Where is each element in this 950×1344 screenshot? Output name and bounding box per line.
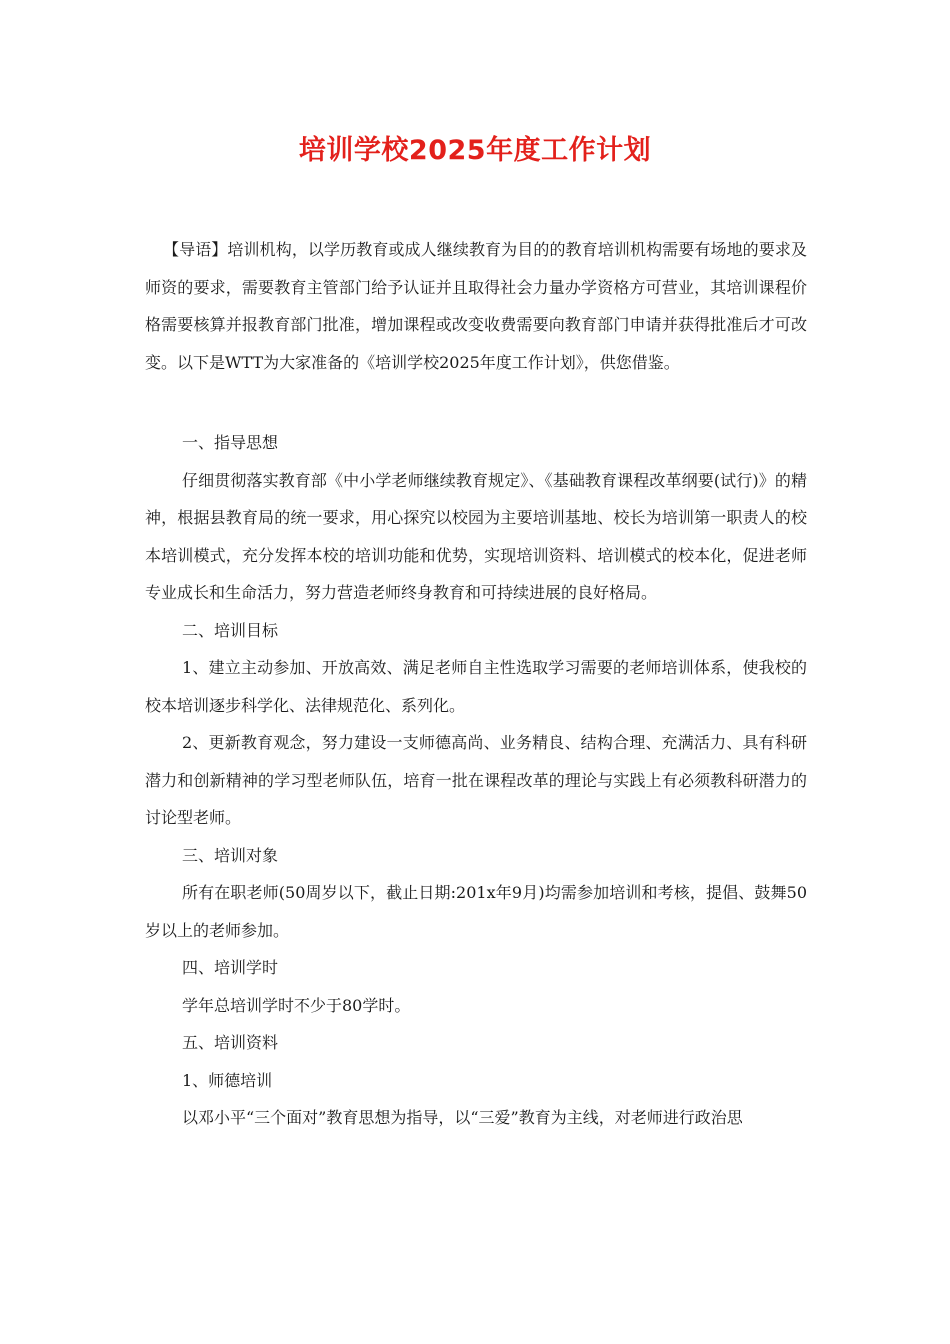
body-paragraph: 2、更新教育观念，努力建设一支师德高尚、业务精良、结构合理、充满活力、具有科研潜力和创新精神的学习型老师队伍，培育一批在课程改革的理论与实践上有必须教科研潜力的讨论型老师。 xyxy=(145,733,807,827)
body-paragraph: 所有在职老师(50周岁以下，截止日期:201x年9月)均需参加培训和考核，提倡、鼓舞50岁以上的老师参加。 xyxy=(145,883,807,940)
intro-label: 【导语】 xyxy=(163,240,228,259)
intro-paragraph xyxy=(145,231,807,381)
document-body xyxy=(145,231,807,1137)
body-paragraph: 1、建立主动参加、开放高效、满足老师自主性选取学习需要的老师培训体系，使我校的校本培训逐步科学化、法律规范化、系列化。 xyxy=(145,658,807,715)
body-paragraph: 仔细贯彻落实教育部《中小学老师继续教育规定》、《基础教育课程改革纲要(试行)》的精神，根据县教育局的统一要求，用心探究以校园为主要培训基地、校长为培训第一职责人的校本培训模式，充分发挥本校的培训功能和优势，实现培训资料、培训模式的校本化，促进老师专业成长和生命活力，努力营造老师终身教育和可持续进展的良好格局。 xyxy=(145,470,807,602)
section-heading: 五、培训资料 xyxy=(182,1033,279,1052)
section-heading: 一、指导思想 xyxy=(182,433,279,452)
body-paragraph: 学年总培训学时不少于80学时。 xyxy=(182,995,411,1015)
section-heading: 四、培训学时 xyxy=(182,958,279,977)
intro-text: 培训机构，以学历教育或成人继续教育为目的的教育培训机构需要有场地的要求及师资的要求，需要教育主管部门给予认证并且取得社会力量办学资格方可营业，其培训课程价格需要核算并报教育部门批准，增加课程或改变收费需要向教育部门申请并获得批准后才可改变。以下是WTT为大家准备的《培训学校2025年度工作计划》，供您借鉴。 xyxy=(145,240,807,372)
spacer xyxy=(145,381,807,424)
body-paragraph: 以邓小平“三个面对”教育思想为指导，以“三爱”教育为主线，对老师进行政治思 xyxy=(182,1108,743,1127)
section-heading: 二、培训目标 xyxy=(182,620,279,640)
subsection-heading: 1、师德培训 xyxy=(182,1070,273,1090)
section-heading: 三、培训对象 xyxy=(182,845,279,865)
document-title: 培训学校2025年度工作计划 xyxy=(298,135,652,166)
